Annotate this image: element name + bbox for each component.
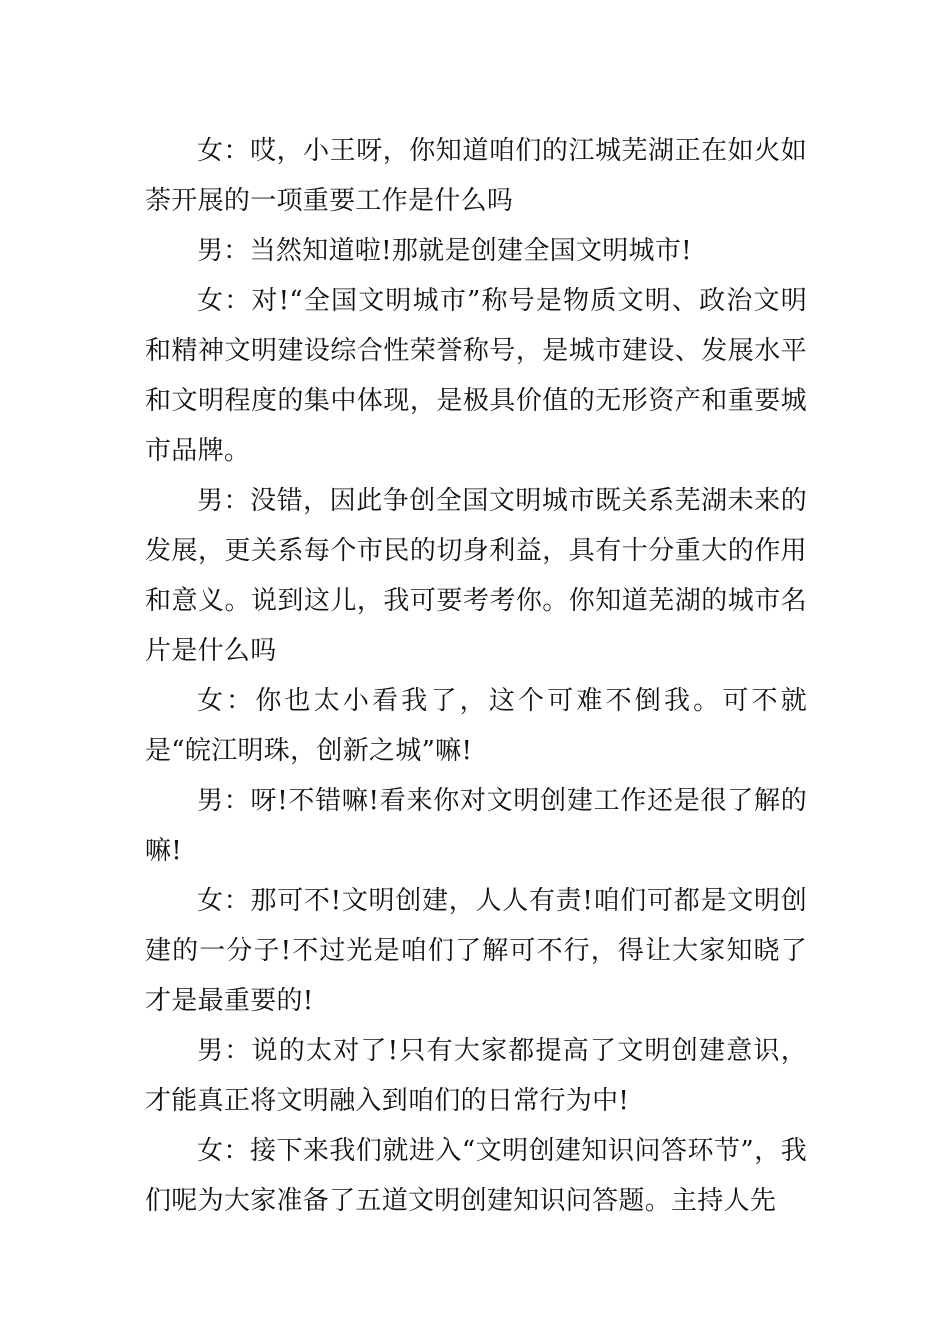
dialogue-paragraph: 女：哎，小王呀，你知道咱们的江城芜湖正在如火如荼开展的一项重要工作是什么吗 <box>145 136 807 216</box>
dialogue-paragraph: 男：当然知道啦!那就是创建全国文明城市! <box>197 236 692 266</box>
dialogue-paragraph: 女：那可不!文明创建，人人有责!咱们可都是文明创建的一分子!不过光是咱们了解可不行，得让大家知晓了才是最重要的! <box>145 886 807 1016</box>
dialogue-paragraph: 女：对!“全国文明城市”称号是物质文明、政治文明和精神文明建设综合性荣誉称号，是城市建设、发展水平和文明程度的集中体现，是极具价值的无形资产和重要城市品牌。 <box>145 286 807 466</box>
dialogue-text <box>145 126 807 1226</box>
dialogue-paragraph: 女：接下来我们就进入“文明创建知识问答环节”，我们呢为大家准备了五道文明创建知识问答题。主持人先 <box>145 1136 807 1216</box>
dialogue-paragraph: 男：没错，因此争创全国文明城市既关系芜湖未来的发展，更关系每个市民的切身利益，具有十分重大的作用和意义。说到这儿，我可要考考你。你知道芜湖的城市名片是什么吗 <box>145 486 807 666</box>
dialogue-paragraph: 男：呀!不错嘛!看来你对文明创建工作还是很了解的嘛! <box>145 786 807 866</box>
dialogue-paragraph: 男：说的太对了!只有大家都提高了文明创建意识，才能真正将文明融入到咱们的日常行为中! <box>145 1036 807 1116</box>
dialogue-paragraph: 女：你也太小看我了，这个可难不倒我。可不就是“皖江明珠，创新之城”嘛! <box>145 686 807 766</box>
